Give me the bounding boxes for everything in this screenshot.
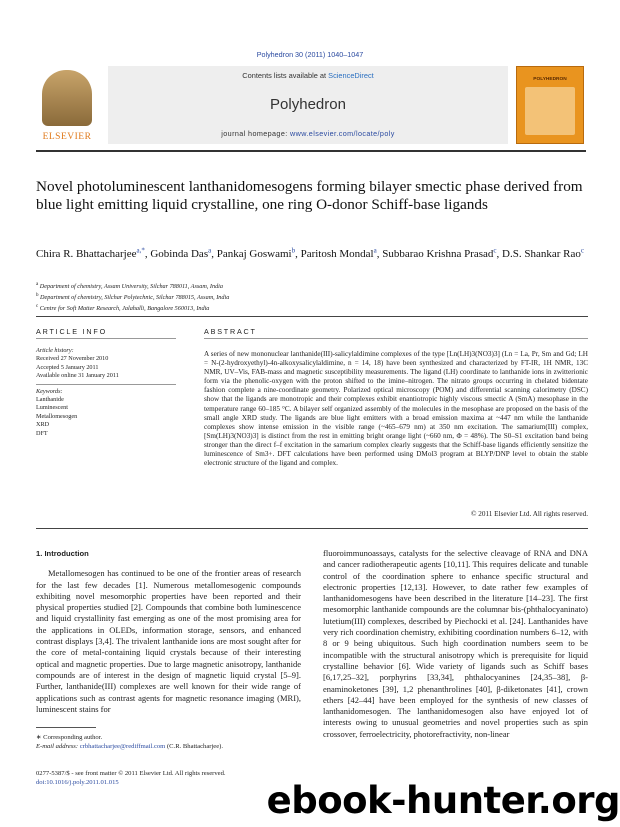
elsevier-wordmark: ELSEVIER (42, 132, 92, 142)
intro-paragraph-2: fluoroimmunoassays, catalysts for the selective cleavage of RNA and DNA and cancer radiotherapeutic agents [10,11]. This requires delicate and tunable control of the coordination sphere to enhance specific structural and electronic properties [12,13]. However, to date rather few examples of lanthanidomesogens have been described in the literature [14–23]. The first mesomorphic lanthanide compounds are the columnar bis-(phthalocyaninato) lutetium(III) complexes, described by Piechocki et al. [24]. Lanthanides have very rich coordination chemistry, exhibiting coordination numbers 6–12, with 8 or 9 being ubiquitous. Such high coordination numbers seem to be incompatible with the structural anisotropy which is prerequisite for liquid crystalline behavior [6]. Wide variety of ligands such as Schiff bases [6,17,25–32], porphyrins [33,34], phthalocyanines [24,35–38], β-enaminoketones [39], 1,2 phenanthrolines [40], β-diketonates [41], crown ethers [42–44] have been employed for the synthesis of new classes of lanthanidomesogen. The lanthanidomesogen also have enjoyed lot of interests owing to unusual geometries and novel properties such as spin crossover, ferroelectricity, photorefractivity, non-linear (323, 548, 588, 739)
footnote (36, 727, 301, 751)
affiliation-sup: a (36, 282, 39, 287)
elsevier-tree-icon (42, 70, 92, 126)
header-rule (36, 316, 588, 317)
journal-reference[interactable]: Polyhedron 30 (2011) 1040–1047 (256, 50, 364, 59)
email-link[interactable]: crbhattacharjee@rediffmail.com (79, 742, 166, 750)
article-info (36, 347, 176, 438)
affiliation-sup: b (36, 293, 39, 299)
affiliation-text: Department of chemistry, Silchar Polytechnic, Silchar 788015, Assam, India (40, 294, 230, 302)
author-affil-sup[interactable]: b (291, 246, 296, 254)
keyword: DFT (36, 429, 48, 437)
author-separator: , (496, 247, 503, 260)
accepted-date: Accepted 5 January 2011 (36, 363, 99, 371)
author-name: D.S. Shankar Rao (502, 247, 581, 260)
author (36, 248, 150, 260)
affiliation (36, 291, 588, 302)
author-list (36, 243, 588, 262)
journal-name: Polyhedron (270, 96, 346, 113)
author-affil-sup[interactable]: a,* (136, 246, 145, 254)
article-title: Novel photoluminescent lanthanidomesogens forming bilayer smectic phase derived from blue light emitting liquid crystalline, one ring O-donor Schiff-base ligands (36, 178, 583, 213)
author-separator: , (295, 247, 301, 260)
keyword: Luminescent (36, 404, 68, 412)
author-separator: , (376, 247, 383, 260)
footnote-rule (36, 727, 96, 728)
history-label: Article history: (36, 347, 74, 354)
section-heading: 1. Introduction (36, 549, 89, 558)
author (502, 248, 584, 260)
homepage-line (108, 129, 508, 138)
affiliation-text: Department of chemistry, Assam University, Silchar 788011, Assam, India (39, 283, 223, 291)
email-line (36, 743, 301, 752)
abstract-text: A series of new mononuclear lanthanide(III)-salicylaldimine complexes of the type [Ln(LH)3(NO3)3] (Ln = La, Pr, Sm and Gd; LH = N-(2-hydroxyethyl)-4n-alkoxysalicylaldimine, n = 14, 18) have been synthesized and characterized by FT-IR, 1H NMR, 13C NMR, UV–Vis, FAB-mass and magnetic susceptibility measurements. The ligand (LH) coordinate to lanthanide ions in zwitterionic form via the phenolic-oxygen with the proton shifted to the imine–nitrogen. The nitrato groups occurring in chelated bidentate fashion complete a nine-coordinate geometry. Polarized optical microscopy (POM) and differential scanning calorimetry (DSC) show that the ligands are monotropic and their complexes exhibit enantiotropic highly viscous smectic A (SmA) mesophase in the temperature range 60–185 °C. A bilayer self organized assembly of the molecules in the mesophase are proposed on the basis of the small angle XRD study. The ligands are blue light emitters with a broad emission maxima at ~447 nm while the lanthanide complexes show intense emission in the visible range (~465–679 nm) at 350 nm excitation. The samarium(III) complex, [Sm(LH)3(NO3)3] is distinct from the rest in emitting bright orange light (~660 nm, Φ = 48%). The S0–S1 excitation band being stronger than the direct f–f excitation in the samarium complex clearly suggests that the Schiff-base ligands efficiently sensitize the luminescence of Sm3+. DFT calculations have been performed using DMol3 program at BLYP/DNP level to obtain the stable electronic structure of the ligand and complex. (204, 350, 588, 468)
author (217, 248, 301, 260)
abstract-rule (204, 338, 588, 339)
received-date: Received 27 November 2010 (36, 355, 109, 363)
email-label: E-mail address: (36, 742, 79, 750)
homepage-link[interactable]: www.elsevier.com/locate/poly (290, 129, 395, 138)
author-affil-sup[interactable]: c (580, 246, 584, 254)
abstract-heading: ABSTRACT (204, 327, 257, 336)
online-date: Available online 31 January 2011 (36, 372, 119, 380)
cover-artwork (525, 87, 575, 135)
masthead-rule (36, 150, 586, 152)
masthead-banner (108, 66, 508, 144)
journal-masthead (36, 66, 586, 144)
email-suffix: (C.R. Bhattacharjee). (166, 742, 223, 750)
affiliation-list (36, 280, 588, 313)
contents-line (108, 71, 508, 80)
author-name: Subbarao Krishna Prasad (382, 247, 494, 260)
corresponding-author-note: ∗ Corresponding author. (36, 734, 103, 741)
author-affil-sup[interactable]: a (208, 246, 212, 254)
keywords-label: Keywords: (36, 387, 63, 395)
author-separator: , (144, 247, 151, 260)
article-info-heading: ARTICLE INFO (36, 327, 107, 336)
intro-paragraph-1: Metallomesogen has continued to be one of the frontier areas of research for the last few decades [1]. Numerous metallomesogenic compounds exhibiting novel mesomorphic properties have been reported and their physical properties studied [2]. Compounds that combine both luminescence and liquid crystallinity fast emerging as one of the most promising area for the applications in OLEDs, information storage, sensors, and enhanced contrast displays [3,4]. The trivalent lanthanide ions are most sought after for the core of metal-containing liquid crystals because of their interesting optical and magnetic properties. Due to large magnetic anisotropy, lanthanide compounds are of interest in the design of magnetic liquid crystal [5–9]. Further, lanthanide(III) complexes are well known for their wide range of applications such as contrast agents for magnetic resonance imaging (MRI), luminescent stains for (36, 568, 301, 714)
affiliation-sup: c (36, 304, 39, 310)
sciencedirect-link[interactable]: ScienceDirect (328, 71, 374, 80)
info-divider (36, 384, 176, 385)
cover-label: POLYHEDRON (533, 77, 567, 82)
keyword: Lanthanide (36, 396, 64, 404)
copyright-line: © 2011 Elsevier Ltd. All rights reserved. (471, 510, 588, 518)
affiliation-text: Centre for Soft Matter Research, Jalahalli, Bangalore 560013, India (39, 305, 210, 313)
author-name: Pankaj Goswami (216, 247, 292, 260)
author (150, 248, 216, 260)
body-column-left (36, 548, 301, 715)
affiliation (36, 302, 588, 313)
homepage-prefix: journal homepage: (221, 129, 288, 138)
author-affil-sup[interactable]: c (493, 246, 497, 254)
affiliation (36, 280, 588, 291)
author (301, 248, 383, 260)
author-name: Paritosh Mondal (300, 247, 374, 260)
body-rule (36, 528, 588, 529)
author-name: Chira R. Bhattacharjee (36, 247, 137, 260)
watermark-text: ebook-hunter.org (266, 779, 620, 822)
author-name: Gobinda Das (150, 247, 209, 260)
keyword: XRD (36, 421, 50, 429)
author-separator: , (211, 247, 217, 260)
journal-cover-image (516, 66, 584, 144)
article-info-rule (36, 338, 176, 339)
issn-line: 0277-5387/$ - see front matter © 2011 Elsevier Ltd. All rights reserved. (36, 770, 226, 777)
body-column-right (323, 548, 588, 740)
elsevier-logo (36, 70, 98, 144)
keyword: Metallomesogen (36, 412, 78, 420)
contents-prefix: Contents lists available at (242, 71, 327, 80)
author (382, 248, 502, 260)
doi-link[interactable]: doi:10.1016/j.poly.2011.01.015 (36, 778, 119, 786)
author-affil-sup[interactable]: a (373, 246, 377, 254)
